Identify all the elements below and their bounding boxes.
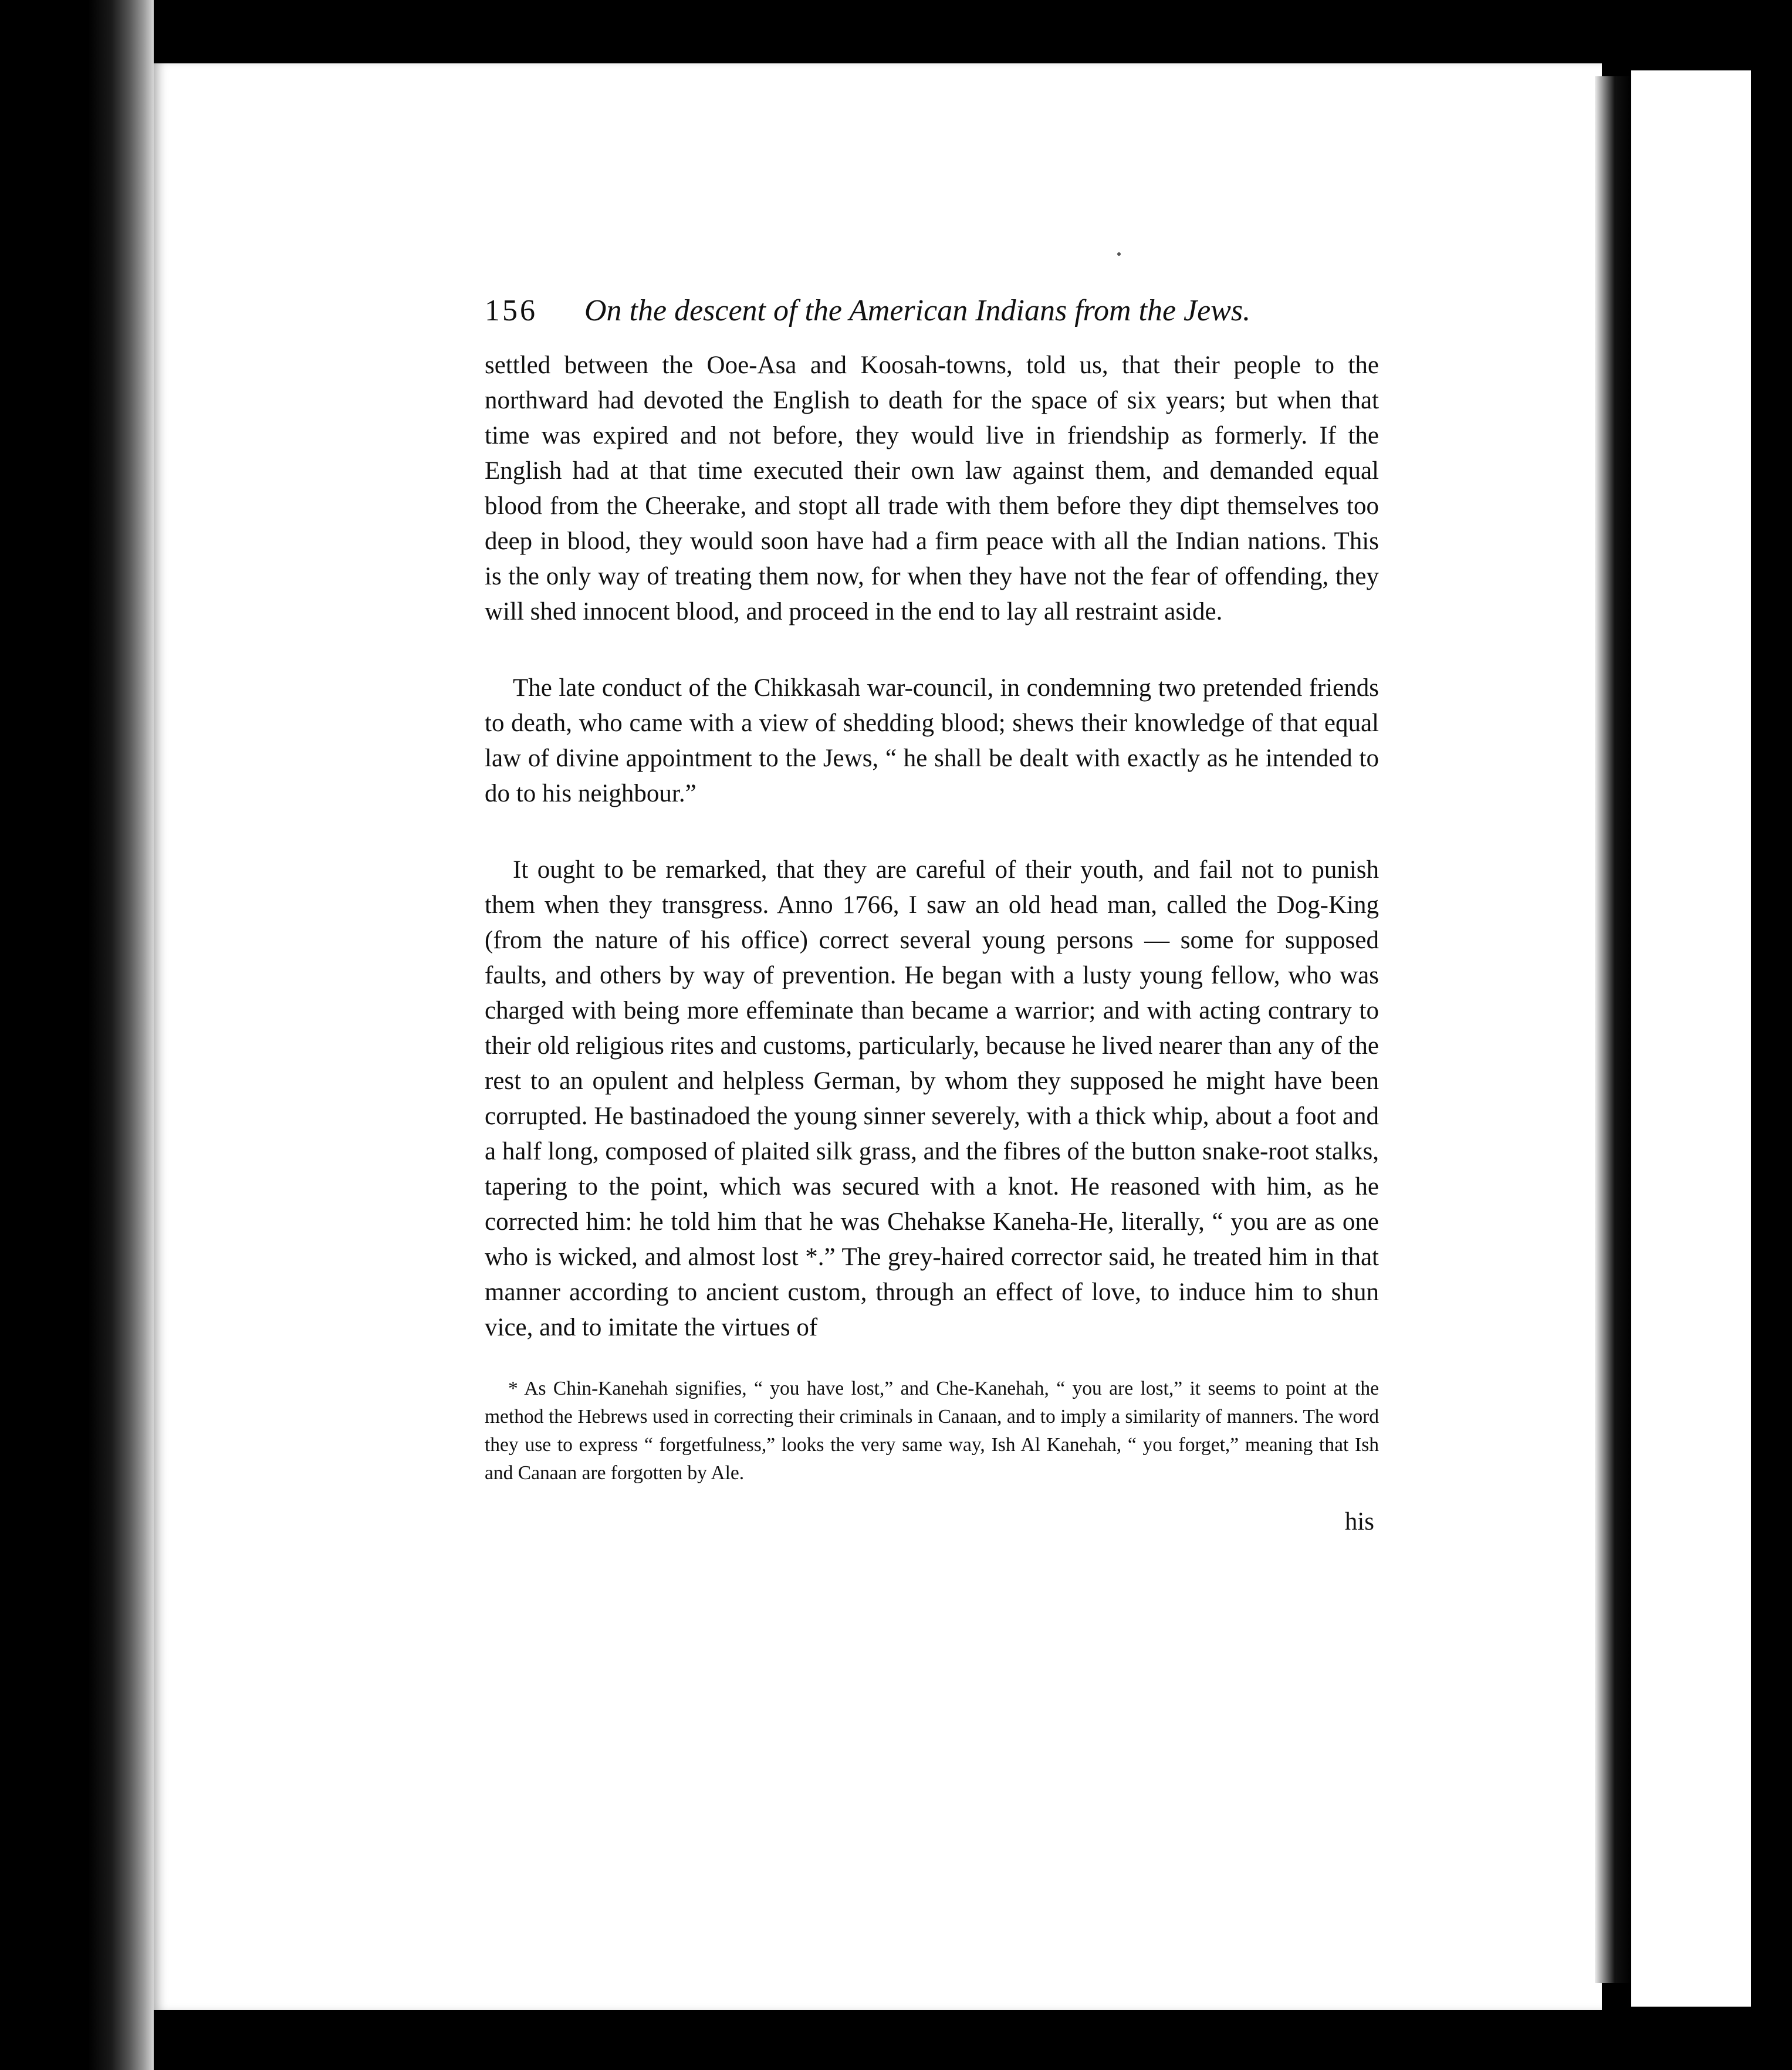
scan-right-edge	[1751, 0, 1792, 2070]
running-title: On the descent of the American Indians from the Jews.	[584, 294, 1251, 327]
footnote-text: * As Chin-Kanehah signifies, “ you have lost,” and Che-Kanehah, “ you are lost,” it seems to point at the method the Hebrews used in correcting their criminals in Canaan, and to imply a similarity of manners. The word they use to express “ forgetfulness,” looks the very same way, Ish Al Kanehah, “ you forget,” meaning that Ish and Canaan are forgotten by Ale.	[485, 1378, 1379, 1484]
running-header	[485, 293, 1379, 328]
paragraph-3-text: It ought to be remarked, that they are careful of their youth, and fail not to punish them when they transgress. Anno 1766, I saw an old head man, called the Dog-King (from the nature of his office) correct several young persons — some for supposed faults, and others by way of prevention. He began with a lusty young fellow, who was charged with being more effeminate than became a warrior; and with acting contrary to their old religious rites and customs, particularly, because he lived nearer than any of the rest to an opulent and helpless German, by whom they supposed he might have been corrupted. He bastinadoed the young sinner severely, with a thick whip, about a foot and a half long, composed of plaited silk grass, and the fibres of the button snake-root stalks, tapering to the point, which was secured with a knot. He reasoned with him, as he corrected him: he told him that he was Chehakse Kaneha-He, literally, “ you are as one who is wicked, and almost lost *.” The grey-haired corrector said, he treated him in that manner according to ancient custom, through an effect of love, to induce him to shun vice, and to imitate the virtues of	[485, 856, 1379, 1341]
catchword: his	[1344, 1507, 1374, 1535]
paragraph-1: settled between the Ooe-Asa and Koosah-towns, told us, that their people to the northward had devoted the English to death for the space of six years; but when that time was expired and not before, they would live in friendship as formerly. If the English had at that time executed their own law against them, and demanded equal blood from the Cheerake, and stopt all trade with them before they dipt themselves too deep in blood, they would soon have had a firm peace with all the Indian nations. This is the only way of treating them now, for when they have not the fear of offending, they will shed innocent blood, and proceed in the end to lay all restraint aside.	[485, 351, 1379, 625]
paragraph-3	[485, 853, 1379, 1345]
page-text-block	[485, 293, 1379, 1536]
footnote	[485, 1375, 1379, 1487]
paragraph-2-text: The late conduct of the Chikkasah war-council, in condemning two pretended friends to death, who came with a view of shedding blood; shews their knowledge of that equal law of divine appointment to the Jews, “ he shall be dealt with exactly as he intended to do to his neighbour.”	[485, 674, 1379, 807]
page-number: 156	[485, 294, 537, 327]
paragraph-2	[485, 671, 1379, 811]
ink-speck	[1117, 252, 1121, 256]
page-gutter	[1595, 76, 1631, 1983]
scan-left-edge	[0, 0, 154, 2070]
